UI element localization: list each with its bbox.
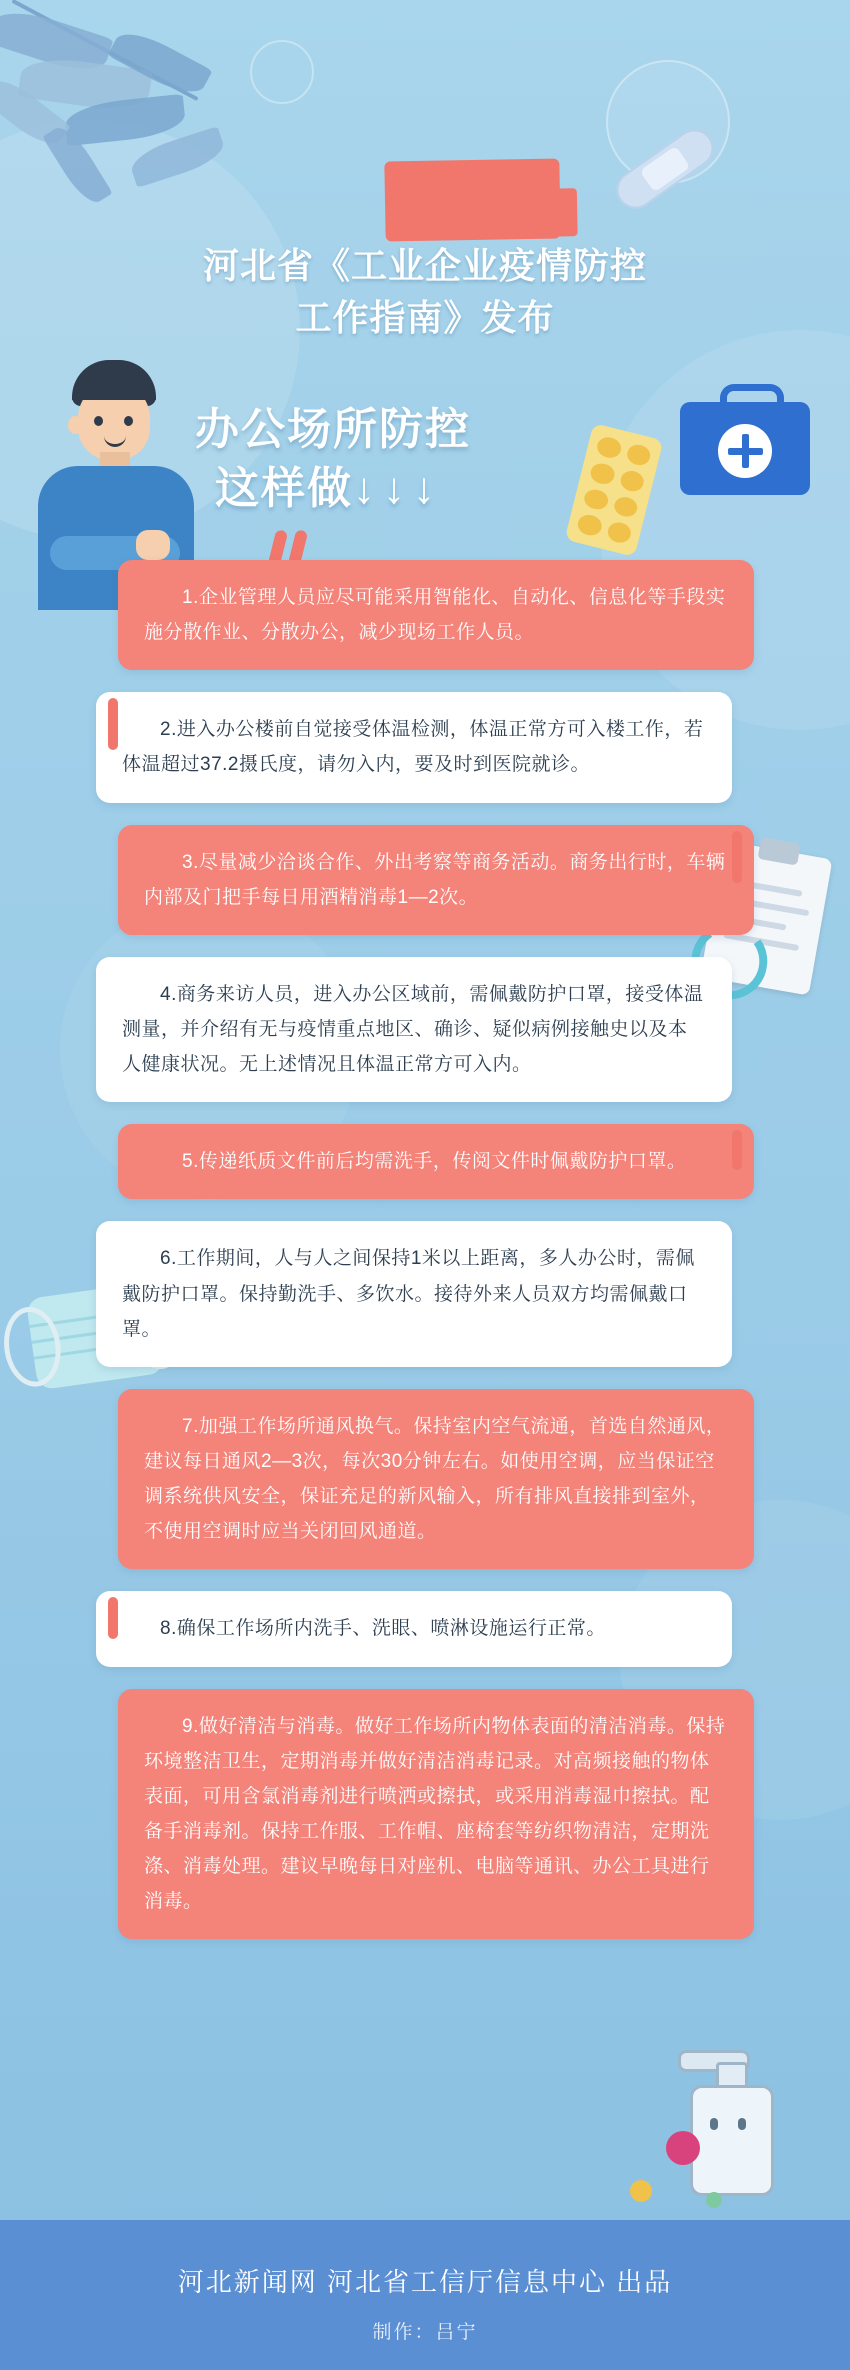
title-ribbon xyxy=(384,158,560,241)
leaf-decoration xyxy=(0,0,320,250)
germ-icon xyxy=(630,2180,652,2202)
guideline-text: 6.工作期间，人与人之间保持1米以上距离，多人办公时，需佩戴防护口罩。保持勤洗手、多饮水。接待外来人员双方均需佩戴口罩。 xyxy=(122,1248,695,1340)
list-item xyxy=(0,825,850,935)
footer-credit-line: 河北新闻网 河北省工信厅信息中心 出品 xyxy=(177,2267,673,2297)
guideline-list xyxy=(0,560,850,1961)
arrow-down-icon: ↓↓↓ xyxy=(353,464,443,514)
guideline-text: 2.进入办公楼前自觉接受体温检测，体温正常方可入楼工作，若体温超过37.2摄氏度，请勿入内，要及时到医院就诊。 xyxy=(122,719,704,776)
germ-icon xyxy=(706,2192,722,2208)
page-subtitle-line2: 这样做 xyxy=(215,464,353,514)
page-title-line1: 河北省《工业企业疫情防控 xyxy=(202,245,647,286)
footer-author-line: 制作：吕宁 xyxy=(372,2322,478,2343)
list-item xyxy=(0,1389,850,1570)
guideline-text: 9.做好清洁与消毒。做好工作场所内物体表面的清洁消毒。保持环境整洁卫生，定期消毒并做好清洁消毒记录。对高频接触的物体表面，可用含氯消毒剂进行喷洒或擦拭，或采用消毒湿巾擦拭。配备手消毒剂。保持工作服、工作帽、座椅套等纺织物清洁，定期洗涤、消毒处理。建议早晚每日对座机、电脑等通讯、办公工具进行消毒。 xyxy=(144,1715,726,1913)
page-title-line2: 工作指南》发布 xyxy=(295,297,555,339)
page-subtitle xyxy=(195,400,615,519)
page-title xyxy=(0,240,850,344)
guideline-text: 1.企业管理人员应尽可能采用智能化、自动化、信息化等手段实施分散作业、分散办公，减少现场工作人员。 xyxy=(144,587,726,644)
guideline-text: 8.确保工作场所内洗手、洗眼、喷淋设施运行正常。 xyxy=(160,1618,606,1640)
list-item xyxy=(0,692,850,802)
guideline-text: 3.尽量减少洽谈合作、外出考察等商务活动。商务出行时，车辆内部及门把手每日用酒精消毒1—2次。 xyxy=(144,851,726,908)
list-item xyxy=(0,1124,850,1199)
germ-icon xyxy=(666,2131,700,2165)
guideline-text: 4.商务来访人员，进入办公区域前，需佩戴防护口罩，接受体温测量，并介绍有无与疫情重点地区、确诊、疑似病例接触史以及本人健康状况。无上述情况且体温正常方可入内。 xyxy=(122,983,704,1076)
list-item xyxy=(0,1221,850,1366)
list-item xyxy=(0,1689,850,1940)
guideline-text: 7.加强工作场所通风换气。保持室内空气流通，首选自然通风，建议每日通风2—3次，每次30分钟左右。如使用空调，应当保证空调系统供风安全，保证充足的新风输入，所有排风直接排到室外，不使用空调时应当关闭回风通道。 xyxy=(144,1415,726,1543)
guideline-text: 5.传递纸质文件前后均需洗手，传阅文件时佩戴防护口罩。 xyxy=(182,1151,687,1173)
page-subtitle-line1: 办公场所防控 xyxy=(195,405,471,454)
footer xyxy=(0,2220,850,2370)
list-item xyxy=(0,1591,850,1666)
spray-bottle-icon xyxy=(670,2040,790,2190)
list-item xyxy=(0,957,850,1102)
medical-bag-icon xyxy=(680,380,810,495)
list-item xyxy=(0,560,850,670)
